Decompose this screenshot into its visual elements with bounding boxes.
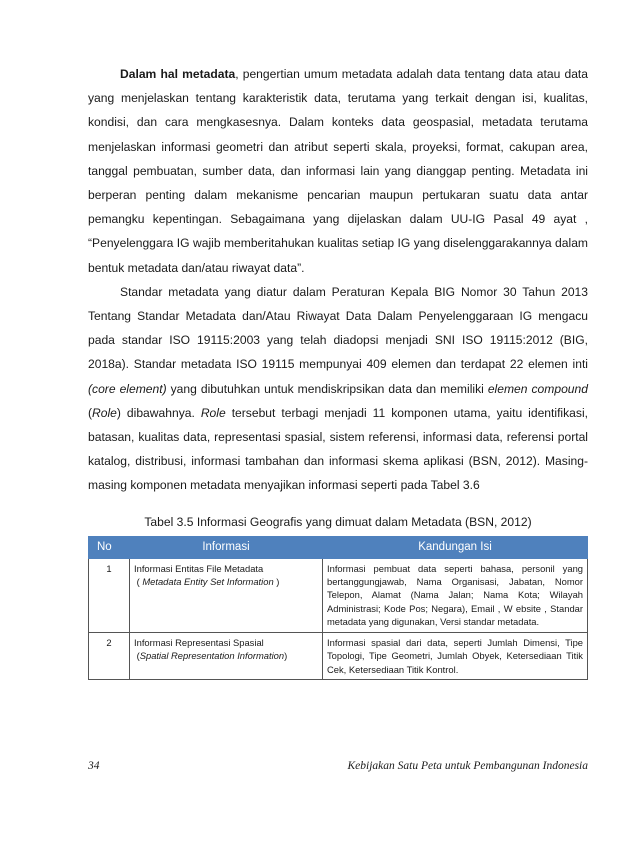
header-informasi: Informasi <box>130 536 323 558</box>
paragraph-text: tersebut terbagi menjadi 11 komponen utama, yaitu identifikasi, batasan, kualitas data, representasi spasial, sistem referensi, informasi data, referensi portal katalog, distribusi, informasi tambahan dan informasi skema aplikasi (BSN, 2012). Masing-masing komponen metadata menyajikan informasi seperti pada Tabel 3.6 <box>88 405 588 493</box>
paragraph-text: yang dibutuhkan untuk mendiskripsikan data dan memiliki <box>166 381 488 396</box>
paragraph-italic: Role <box>92 405 117 420</box>
table-caption: Tabel 3.5 Informasi Geografis yang dimuat dalam Metadata (BSN, 2012) <box>144 514 532 529</box>
paragraph-text: ( <box>88 405 93 420</box>
cell-kandungan-isi: Informasi spasial dari data, seperti Jumlah Dimensi, Tipe Topologi, Tipe Geometri, Jumlah Obyek, Ketersediaan Titik Cek, Ketersediaan Titik Kontrol. <box>323 632 588 679</box>
header-no: No <box>89 536 130 558</box>
paragraph-text: , pengertian umum metadata adalah data tentang data atau data yang menjelaskan tentang karakteristik data, terutama yang terkait dengan isi, kualitas, kondisi, dan cara mengkasesnya. Dalam konteks data geospasial, metadata terutama menjelaskan informasi geometri dan atribut seperti skala, proyeksi, format, cakupan area, tanggal pembuatan, sumber data, dan informasi lain yang dianggap penting. Metadata ini berperan penting dalam mekanisme pencarian maupun pertukaran suatu data antar pemangku kepentingan. Sebagaimana yang dijelaskan dalam UU-IG Pasal 49 ayat , “Penyelenggara IG wajib memberitahukan kualitas setiap IG yang diselenggarakannya dalam bentuk metadata dan/atau riwayat data”. <box>88 67 588 275</box>
paragraph-text: ) dibawahnya. <box>116 405 201 420</box>
page-number: 34 <box>88 760 100 772</box>
table-row <box>89 558 588 632</box>
paragraph-italic: (core element) <box>88 381 167 396</box>
cell-informasi-english: ( Metadata Entity Set Information ) <box>134 576 280 588</box>
header-kandungan-isi: Kandungan Isi <box>323 536 588 558</box>
paragraph-metadata-definition <box>88 62 588 280</box>
table-header-row <box>89 536 588 558</box>
cell-informasi-english-text: Metadata Entity Set Information <box>142 576 274 588</box>
cell-informasi-english: (Spatial Representation Information) <box>134 650 288 662</box>
paragraph-lead-bold: Dalam hal metadata <box>120 67 236 81</box>
paragraph-metadata-standard <box>88 280 588 498</box>
cell-informasi-english-text: Spatial Representation Information <box>139 650 285 662</box>
cell-informasi-label: Informasi Representasi Spasial <box>134 636 264 648</box>
metadata-table <box>88 536 588 680</box>
cell-no: 2 <box>89 632 130 679</box>
cell-informasi <box>130 558 323 632</box>
book-title: Kebijakan Satu Peta untuk Pembangunan Indonesia <box>347 760 588 772</box>
paragraph-italic: elemen compound <box>487 381 588 396</box>
cell-no: 1 <box>89 558 130 632</box>
paragraph-italic: Role <box>200 405 226 420</box>
page-body <box>88 62 588 680</box>
paragraph-text: Standar metadata yang diatur dalam Peraturan Kepala BIG Nomor 30 Tahun 2013 Tentang Standar Metadata dan/Atau Riwayat Data Dalam Penyelenggaraan IG mengacu pada standar ISO 19115:2003 yang telah diadopsi menjadi SNI ISO 19115:2012 (BIG, 2018a). Standar metadata ISO 19115 mempunyai 409 elemen dan terdapat 22 elemen inti <box>88 284 588 372</box>
cell-informasi <box>130 632 323 679</box>
cell-informasi-label: Informasi Entitas File Metadata <box>134 562 264 574</box>
cell-kandungan-isi: Informasi pembuat data seperti bahasa, personil yang bertanggungjawab, Nama Organisasi, Jabatan, Nomor Telepon, Alamat (Nama Jalan; Nama Kota; Wilayah Administrasi; Kode Pos; Negara), Email , W ebsite , Standar metadata yang digunakan, Versi standar metadata. <box>323 558 588 632</box>
table-row <box>89 632 588 679</box>
